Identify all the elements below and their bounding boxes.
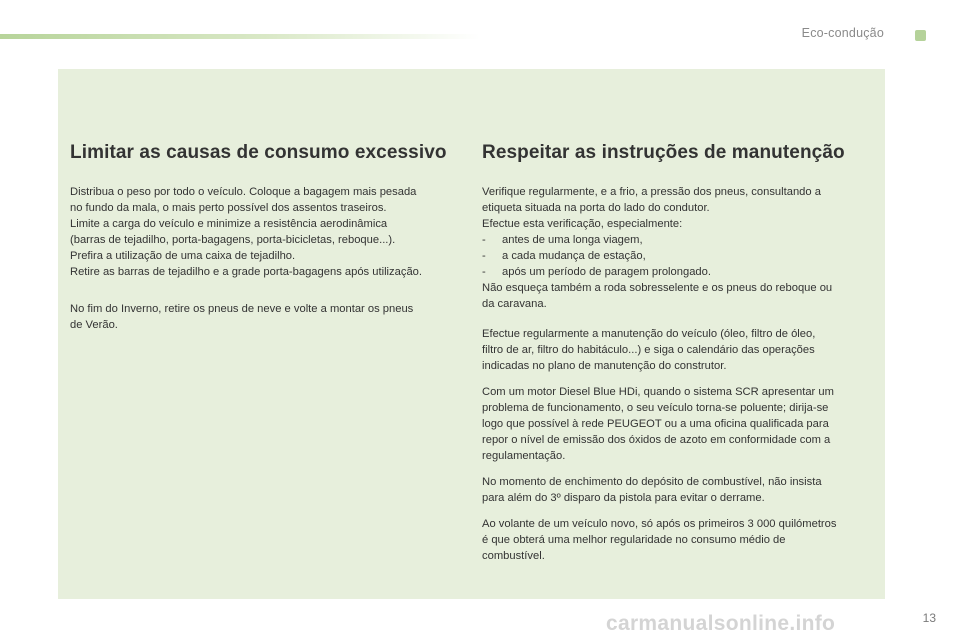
section-title: Eco-condução bbox=[801, 26, 884, 40]
watermark: carmanualsonline.info bbox=[606, 612, 836, 635]
text-line: problema de funcionamento, o seu veículo torna-se poluente; dirija-se bbox=[482, 402, 829, 414]
text-line: Ao volante de um veículo novo, só após os primeiros 3 000 quilómetros bbox=[482, 518, 837, 530]
bullet-item: - antes de uma longa viagem, bbox=[482, 234, 643, 246]
text-line: filtro de ar, filtro do habitáculo...) e siga o calendário das operações bbox=[482, 344, 815, 356]
bullet-item: - a cada mudança de estação, bbox=[482, 250, 646, 262]
text-line: logo que possível à rede PEUGEOT ou a uma oficina qualificada para bbox=[482, 418, 829, 430]
text-line: No fim do Inverno, retire os pneus de neve e volte a montar os pneus bbox=[70, 303, 414, 315]
dash-icon: - bbox=[482, 266, 486, 278]
text-line: Com um motor Diesel Blue HDi, quando o sistema SCR apresentar um bbox=[482, 386, 834, 398]
text-line: No momento de enchimento do depósito de combustível, não insista bbox=[482, 476, 822, 488]
text-line: Efectue regularmente a manutenção do veículo (óleo, filtro de óleo, bbox=[482, 328, 816, 340]
bullet-item: - após um período de paragem prolongado. bbox=[482, 266, 711, 278]
left-column bbox=[70, 142, 470, 333]
text-line: Efectue esta verificação, especialmente: bbox=[482, 218, 683, 230]
text-line: Prefira a utilização de uma caixa de tejadilho. bbox=[70, 250, 296, 262]
header-accent-bar bbox=[0, 34, 480, 39]
text-line: no fundo da mala, o mais perto possível dos assentos traseiros. bbox=[70, 202, 387, 214]
text-line: Não esqueça também a roda sobresselente e os pneus do reboque ou bbox=[482, 282, 833, 294]
text-line: etiqueta situada na porta do lado do condutor. bbox=[482, 202, 710, 214]
text-line: (barras de tejadilho, porta-bagagens, porta-bicicletas, reboque...). bbox=[70, 234, 396, 246]
text-line: indicadas no plano de manutenção do construtor. bbox=[482, 360, 727, 372]
section-marker-icon bbox=[915, 30, 926, 41]
text-line: regulamentação. bbox=[482, 450, 566, 462]
text-line: Retire as barras de tejadilho e a grade porta-bagagens após utilização. bbox=[70, 266, 423, 278]
text-line: Distribua o peso por todo o veículo. Coloque a bagagem mais pesada bbox=[70, 186, 417, 198]
text-line: da caravana. bbox=[482, 298, 547, 310]
right-column bbox=[482, 142, 877, 564]
text-line: para além do 3º disparo da pistola para evitar o derrame. bbox=[482, 492, 765, 504]
text-line: repor o nível de emissão dos óxidos de azoto em conformidade com a bbox=[482, 434, 831, 446]
right-heading: Respeitar as instruções de manutenção bbox=[482, 142, 845, 163]
content-panel bbox=[58, 69, 885, 599]
dash-icon: - bbox=[482, 250, 486, 262]
text-line: Limite a carga do veículo e minimize a resistência aerodinâmica bbox=[70, 218, 388, 230]
page-number: 13 bbox=[922, 611, 936, 625]
text-line: de Verão. bbox=[70, 319, 118, 331]
text-line: Verifique regularmente, e a frio, a pressão dos pneus, consultando a bbox=[482, 186, 821, 198]
dash-icon: - bbox=[482, 234, 486, 246]
left-heading: Limitar as causas de consumo excessivo bbox=[70, 142, 447, 163]
text-line: combustível. bbox=[482, 550, 545, 562]
text-line: é que obterá uma melhor regularidade no consumo médio de bbox=[482, 534, 786, 546]
